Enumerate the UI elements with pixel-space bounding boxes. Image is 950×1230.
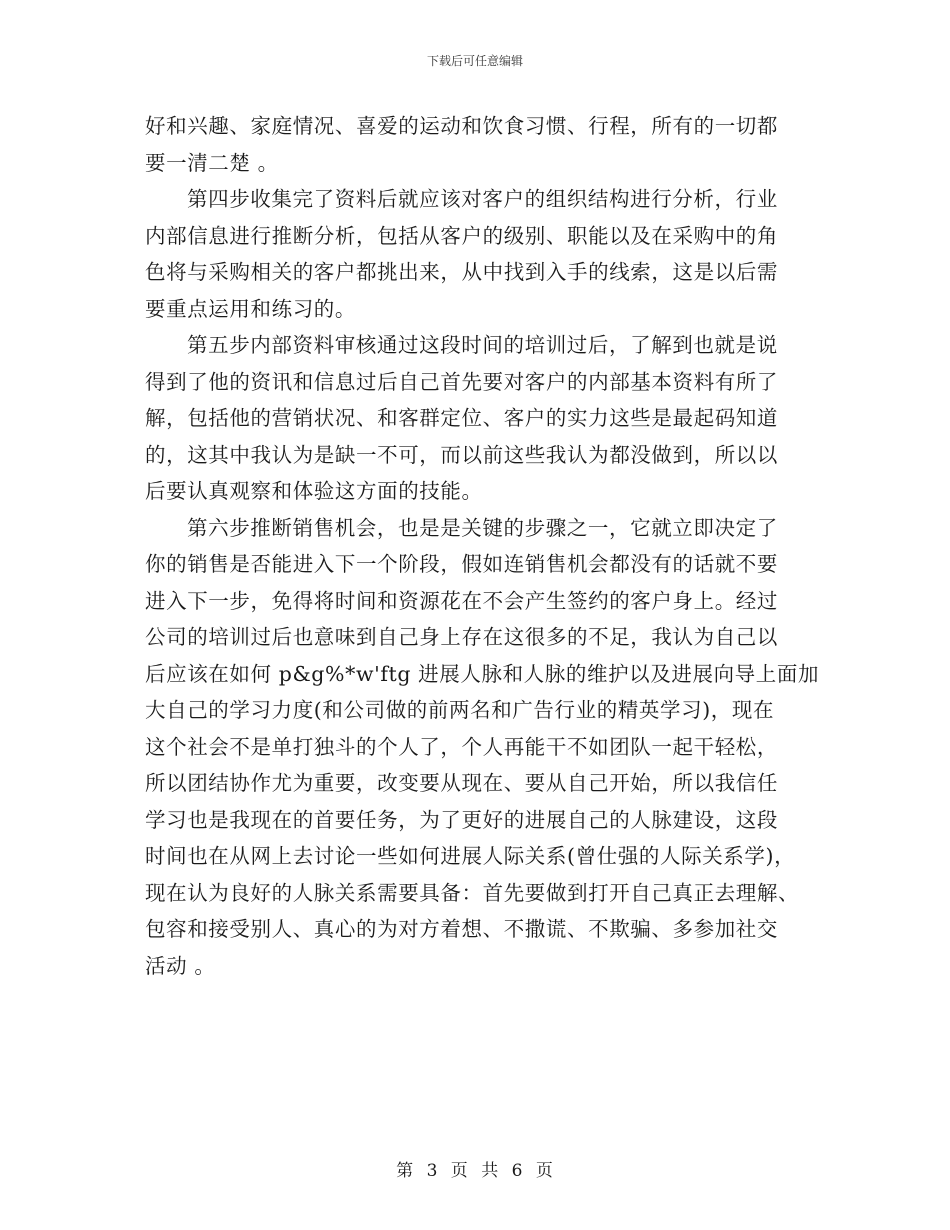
text-line: 的，这其中我认为是缺一不可，而以前这些我认为都没做到，所以以 [145, 442, 778, 467]
text-line: 时间也在从网上去讨论一些如何进展人际关系(曾仕强的人际关系学)， [145, 844, 796, 868]
text-line: 解，包括他的营销状况、和客群定位、客户的实力这些是最起码知道 [145, 406, 778, 430]
paragraph [145, 181, 805, 327]
page-header: 下载后可任意编辑 [426, 54, 523, 68]
text-line: 后要认真观察和体验这方面的技能。 [145, 479, 483, 503]
text-line: 要重点运用和练习的。 [145, 296, 356, 321]
paragraph [145, 108, 805, 181]
paragraph [145, 510, 820, 985]
text-line: 大自己的学习力度(和公司做的前两名和广告行业的精英学习)，现在 [145, 698, 775, 722]
text-line: 内部信息进行推断分析，包括从客户的级别、职能以及在采购中的角 [145, 223, 778, 248]
text-line: 学习也是我现在的首要任务，为了更好的进展自己的人脉建设，这段 [145, 807, 778, 832]
text-line: 包容和接受别人、真心的为对方着想、不撒谎、不欺骗、多参加社交 [145, 917, 778, 941]
text-line: 后应该在如何 p&g%*w'ftg 进展人脉和人脉的维护以及进展向导上面加 [145, 661, 820, 686]
text-line: 所以团结协作尤为重要，改变要从现在、要从自己开始，所以我信任 [145, 771, 778, 795]
text-line: 第四步收集完了资料后就应该对客户的组织结构进行分析，行业 [187, 187, 778, 211]
text-line: 第五步内部资料审核通过这段时间的培训过后，了解到也就是说 [187, 333, 778, 357]
text-line: 你的销售是否能进入下一个阶段，假如连销售机会都没有的话就不要 [145, 552, 778, 576]
text-line: 活动 。 [145, 953, 216, 978]
paragraph [145, 327, 805, 510]
text-line: 公司的培训过后也意味到自己身上存在这很多的不足，我认为自己以 [145, 625, 778, 649]
document-body [145, 108, 820, 984]
text-line: 这个社会不是单打独斗的个人了，个人再能干不如团队一起干轻松， [145, 734, 778, 759]
text-line: 要一清二楚 。 [145, 150, 279, 175]
text-line: 第六步推断销售机会，也是是关键的步骤之一，它就立即决定了 [187, 515, 778, 540]
text-line: 进入下一步，免得将时间和资源花在不会产生签约的客户身上。经过 [145, 588, 778, 613]
text-line: 色将与采购相关的客户都挑出来，从中找到入手的线索，这是以后需 [145, 260, 778, 284]
text-line: 好和兴趣、家庭情况、喜爱的运动和饮食习惯、行程，所有的一切都 [145, 114, 778, 138]
text-line: 现在认为良好的人脉关系需要具备：首先要做到打开自己真正去理解、 [145, 880, 800, 905]
text-line: 得到了他的资讯和信息过后自己首先要对客户的内部基本资料有所了 [145, 369, 778, 394]
page-number-footer: 第 3 页 共 6 页 [396, 1161, 554, 1181]
